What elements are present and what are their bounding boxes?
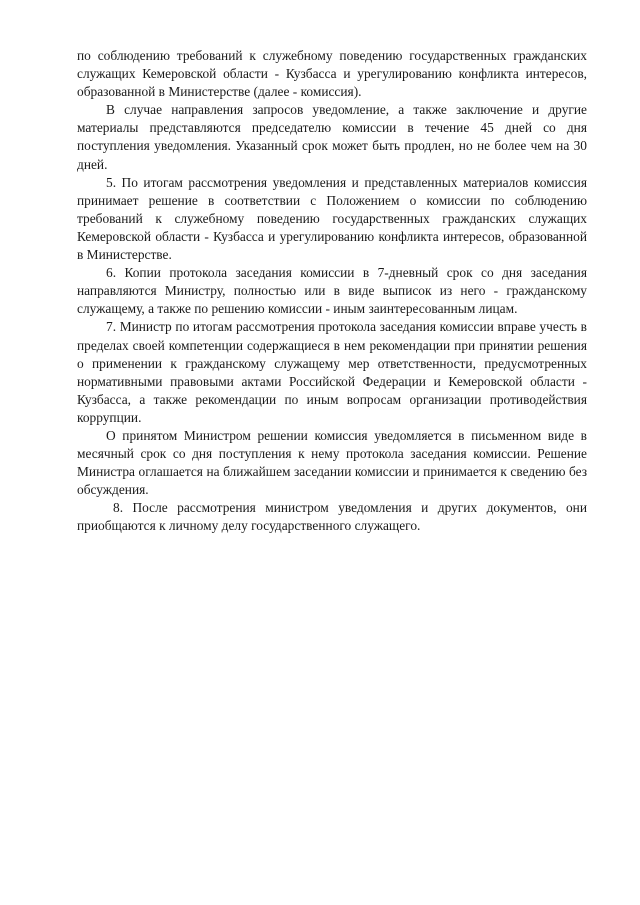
paragraph-item-6: 6. Копии протокола заседания комиссии в 7-дневный срок со дня заседания направляются Министру, полностью или в виде выписок из него - гражданскому служащему, а также по решению комиссии - иным заинтересованным лицам. <box>77 265 587 317</box>
paragraph-continuation: по соблюдению требований к служебному поведению государственных гражданских служащих Кемеровской области - Кузбасса и урегулированию конфликта интересов, образованной в Министерстве (далее - комиссия). <box>77 48 587 100</box>
paragraph-minister-decision: О принятом Министром решении комиссия уведомляется в письменном виде в месячный срок со дня поступления к нему протокола заседания комиссии. Решение Министра оглашается на ближайшем заседании комиссии и принимается к сведению без обсуждения. <box>77 427 587 498</box>
paragraph-item-7: 7. Министр по итогам рассмотрения протокола заседания комиссии вправе учесть в пределах своей компетенции содержащиеся в нем рекомендации при принятии решения о применении к гражданскому служащему мер ответственности, предусмотренных нормативными правовыми актами Российской Федерации и Кемеровской области - Кузбасса, а также рекомендации по иным вопросам организации противодействия коррупции. <box>77 319 587 425</box>
paragraph-item-5: 5. По итогам рассмотрения уведомления и представленных материалов комиссия принимает решение в соответствии с Положением о комиссии по соблюдению требований к служебному поведению государственных гражданских служащих Кемеровской области - Кузбасса и урегулированию конфликта интересов, образованной в Министерстве. <box>77 174 587 263</box>
paragraph-requests: В случае направления запросов уведомление, а также заключение и другие материалы представляются председателю комиссии в течение 45 дней со дня поступления уведомления. Указанный срок может быть продлен, но не более чем на 30 дней. <box>77 102 587 172</box>
document-body <box>77 47 587 536</box>
paragraph-item-8: 8. После рассмотрения министром уведомления и других документов, они приобщаются к личному делу государственного служащего. <box>77 500 587 534</box>
